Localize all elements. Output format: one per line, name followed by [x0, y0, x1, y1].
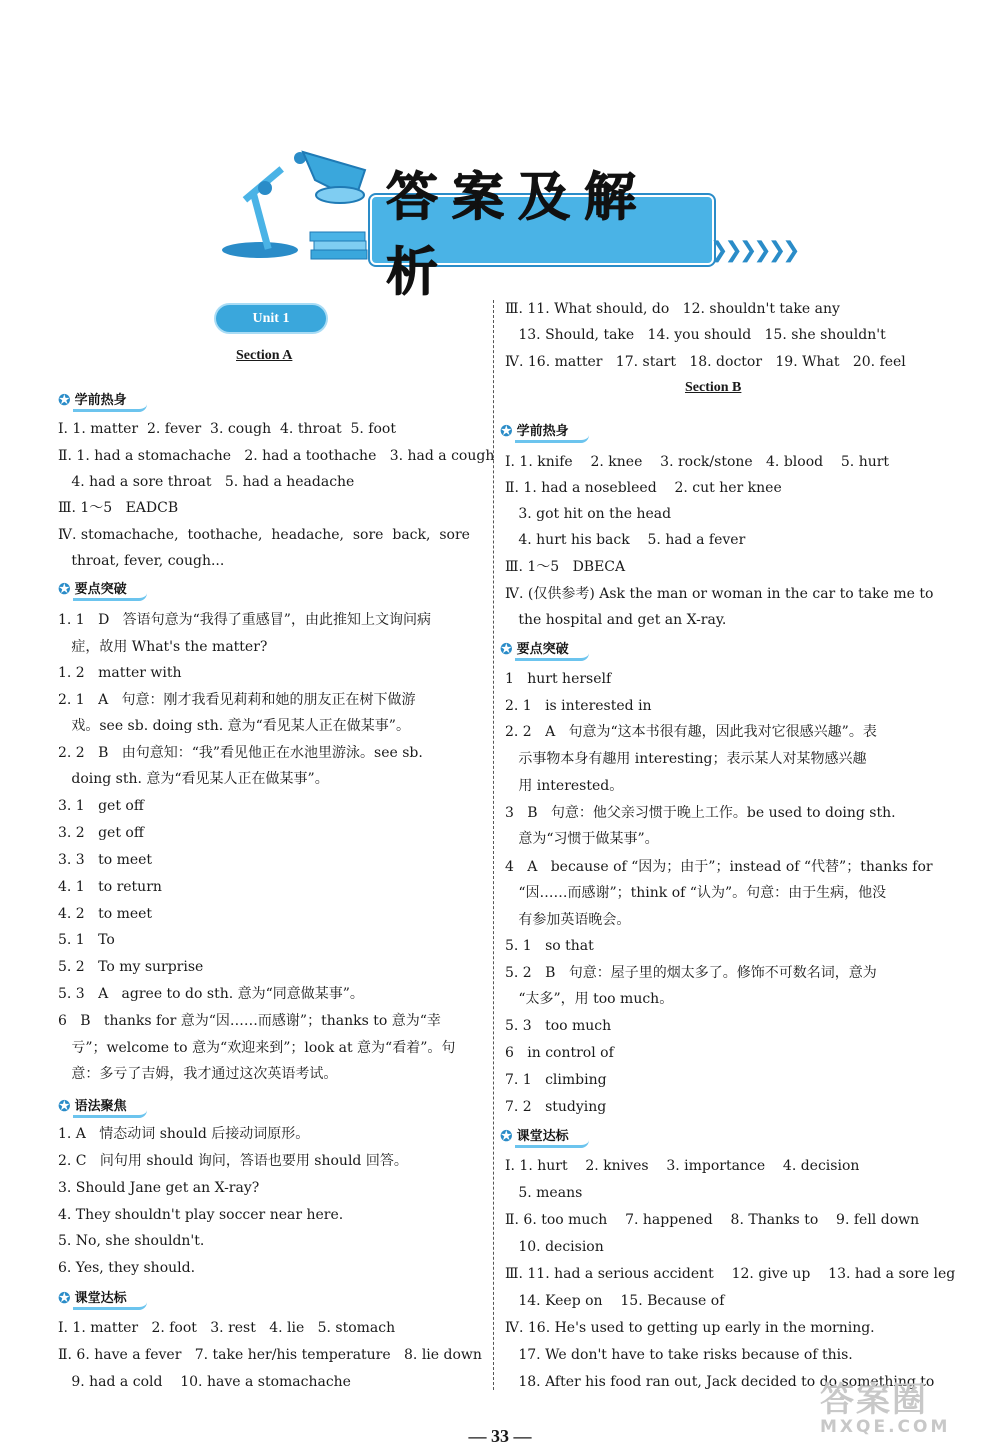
answer-line: 4. had a sore throat 5. had a headache [58, 474, 355, 490]
answer-line: Ⅲ. 11. had a serious accident 12. give up 13. had a sore leg [505, 1266, 956, 1282]
star-icon: ✪ [500, 640, 513, 658]
answer-line: “因……而感谢”；think of “认为”。句意：由于生病，他没 [505, 885, 887, 901]
answer-line: 2. 2 A 句意为“这本书很有趣，因此我对它很感兴趣”。表 [505, 724, 877, 740]
answer-line: 6. Yes, they should. [58, 1260, 196, 1276]
star-icon: ✪ [58, 580, 71, 598]
answer-line: Ⅰ. 1. matter 2. fever 3. cough 4. throat 5. foot [58, 421, 396, 437]
watermark: 答案圈 MXQE.COM [820, 1380, 951, 1437]
answer-line: 用 interested。 [505, 778, 624, 794]
answer-line: Ⅱ. 1. had a nosebleed 2. cut her knee [505, 480, 782, 496]
answer-line: 1. 1 D 答语句意为“我得了重感冒”，由此推知上文询问病 [58, 612, 431, 628]
star-icon: ✪ [58, 1097, 71, 1115]
heading-grammar-a: ✪ 语法聚焦 [58, 1096, 147, 1116]
answer-line: 4. 1 to return [58, 879, 162, 895]
answer-line: 3. 3 to meet [58, 852, 153, 868]
answer-line: doing sth. 意为“看见某人正在做某事”。 [58, 771, 329, 787]
answer-line: 1. 2 matter with [58, 665, 182, 681]
answer-line: 2. C 问句用 should 询问，答语也要用 should 回答。 [58, 1153, 408, 1169]
page-number: — 33 — [468, 1426, 532, 1446]
answer-line: 4. They shouldn't play soccer near here. [58, 1207, 344, 1223]
star-icon: ✪ [58, 391, 71, 409]
answer-line: Ⅱ. 1. had a stomachache 2. had a toothache 3. had a cough [58, 448, 495, 464]
answer-line: throat, fever, cough... [58, 553, 225, 569]
answer-line: Ⅰ. 1. matter 2. foot 3. rest 4. lie 5. stomach [58, 1320, 396, 1336]
star-icon: ✪ [500, 1127, 513, 1145]
answer-line: Ⅱ. 6. have a fever 7. take her/his temperature 8. lie down [58, 1347, 482, 1363]
answer-line: 意为“习惯于做某事”。 [505, 831, 659, 847]
answer-line: 5. 1 To [58, 932, 115, 948]
answer-line: 意：多亏了吉姆，我才通过这次英语考试。 [58, 1066, 338, 1082]
heading-classwork-b: ✪ 课堂达标 [500, 1126, 589, 1146]
answer-line: 4. 2 to meet [58, 906, 153, 922]
answer-line: 5. means [505, 1185, 583, 1201]
answer-line: 戏。see sb. doing sth. 意为“看见某人正在做某事”。 [58, 718, 410, 734]
answer-line: Ⅳ. (仅供参考) Ask the man or woman in the car to take me to [505, 586, 934, 602]
answer-line: 6 B thanks for 意为“因……而感谢”；thanks to 意为“幸 [58, 1013, 441, 1029]
answer-line: 3 B 句意：他父亲习惯于晚上工作。be used to doing sth. [505, 805, 896, 821]
answer-line: 17. We don't have to take risks because of this. [505, 1347, 853, 1363]
answer-line: 亏”；welcome to 意为“欢迎来到”；look at 意为“看着”。句 [58, 1040, 456, 1056]
answer-line: the hospital and get an X-ray. [505, 612, 727, 628]
answer-line: 5. 3 A agree to do sth. 意为“同意做某事”。 [58, 986, 364, 1002]
answer-line: 5. 1 so that [505, 938, 594, 954]
answer-line: Ⅳ. 16. He's used to getting up early in the morning. [505, 1320, 875, 1336]
answer-line: 13. Should, take 14. you should 15. she shouldn't [505, 327, 886, 343]
answer-line: 3. 1 get off [58, 798, 144, 814]
heading-key-points-b: ✪ 要点突破 [500, 639, 589, 659]
answer-line: 18. After his food ran out, Jack decided to do something to [505, 1374, 935, 1390]
answer-line: 5. 3 too much [505, 1018, 612, 1034]
heading-warmup-a: ✪ 学前热身 [58, 390, 147, 410]
answer-line: 10. decision [505, 1239, 604, 1255]
answer-line: 2. 1 is interested in [505, 698, 652, 714]
answer-line: Ⅳ. stomachache, toothache, headache, sore back, sore [58, 527, 470, 543]
page-title-box [370, 168, 714, 303]
answer-line: Ⅲ. 1～5 DBECA [505, 559, 626, 575]
answer-line: Ⅰ. 1. knife 2. knee 3. rock/stone 4. blood 5. hurt [505, 454, 890, 470]
answer-line: 1. A 情态动词 should 后接动词原形。 [58, 1126, 310, 1142]
answer-line: 7. 2 studying [505, 1099, 607, 1115]
answer-line: 有参加英语晚会。 [505, 912, 631, 928]
answer-line: Ⅰ. 1. hurt 2. knives 3. importance 4. decision [505, 1158, 860, 1174]
section-title-a: Section A [236, 348, 293, 363]
answer-line: Ⅱ. 6. too much 7. happened 8. Thanks to 9. fell down [505, 1212, 920, 1228]
star-icon: ✪ [58, 1289, 71, 1307]
answer-line: 1 hurt herself [505, 671, 612, 687]
answer-line: 2. 1 A 句意：刚才我看见莉莉和她的朋友正在树下做游 [58, 692, 416, 708]
answer-line: “太多”，用 too much。 [505, 991, 674, 1007]
answer-line: 4 A because of “因为；由于”；instead of “代替”；thanks for [505, 859, 933, 875]
section-title-b: Section B [685, 380, 742, 395]
arrow-decoration-icon: ❯❯❯❯❯❯ [710, 238, 797, 263]
answer-line: 14. Keep on 15. Because of [505, 1293, 725, 1309]
answer-line: 示事物本身有趣用 interesting；表示某人对某物感兴趣 [505, 751, 867, 767]
answer-line: 3. got hit on the head [505, 506, 672, 522]
answer-line: 7. 1 climbing [505, 1072, 607, 1088]
answer-line: 5. No, she shouldn't. [58, 1233, 205, 1249]
answer-line: 9. had a cold 10. have a stomachache [58, 1374, 351, 1390]
header-banner [215, 140, 797, 303]
answer-line: Ⅲ. 1～5 EADCB [58, 500, 179, 516]
answer-line: 3. Should Jane get an X-ray? [58, 1180, 260, 1196]
heading-warmup-b: ✪ 学前热身 [500, 421, 589, 441]
answer-line: 3. 2 get off [58, 825, 144, 841]
star-icon: ✪ [500, 422, 513, 440]
answer-line: 5. 2 B 句意：屋子里的烟太多了。修饰不可数名词，意为 [505, 965, 877, 981]
answer-line: 6 in control of [505, 1045, 614, 1061]
answer-line: 2. 2 B 由句意知：“我”看见他正在水池里游泳。see sb. [58, 745, 423, 761]
unit-badge: Unit 1 [216, 305, 326, 332]
answer-line: 症，故用 What's the matter? [58, 639, 268, 655]
heading-classwork-a: ✪ 课堂达标 [58, 1288, 147, 1308]
answer-line: Ⅳ. 16. matter 17. start 18. doctor 19. What 20. feel [505, 354, 906, 370]
answer-line: Ⅲ. 11. What should, do 12. shouldn't take any [505, 301, 840, 317]
answer-line: 4. hurt his back 5. had a fever [505, 532, 746, 548]
answer-line: 5. 2 To my surprise [58, 959, 204, 975]
heading-key-points-a: ✪ 要点突破 [58, 579, 147, 599]
page-title: 答案及解析 [386, 168, 651, 303]
